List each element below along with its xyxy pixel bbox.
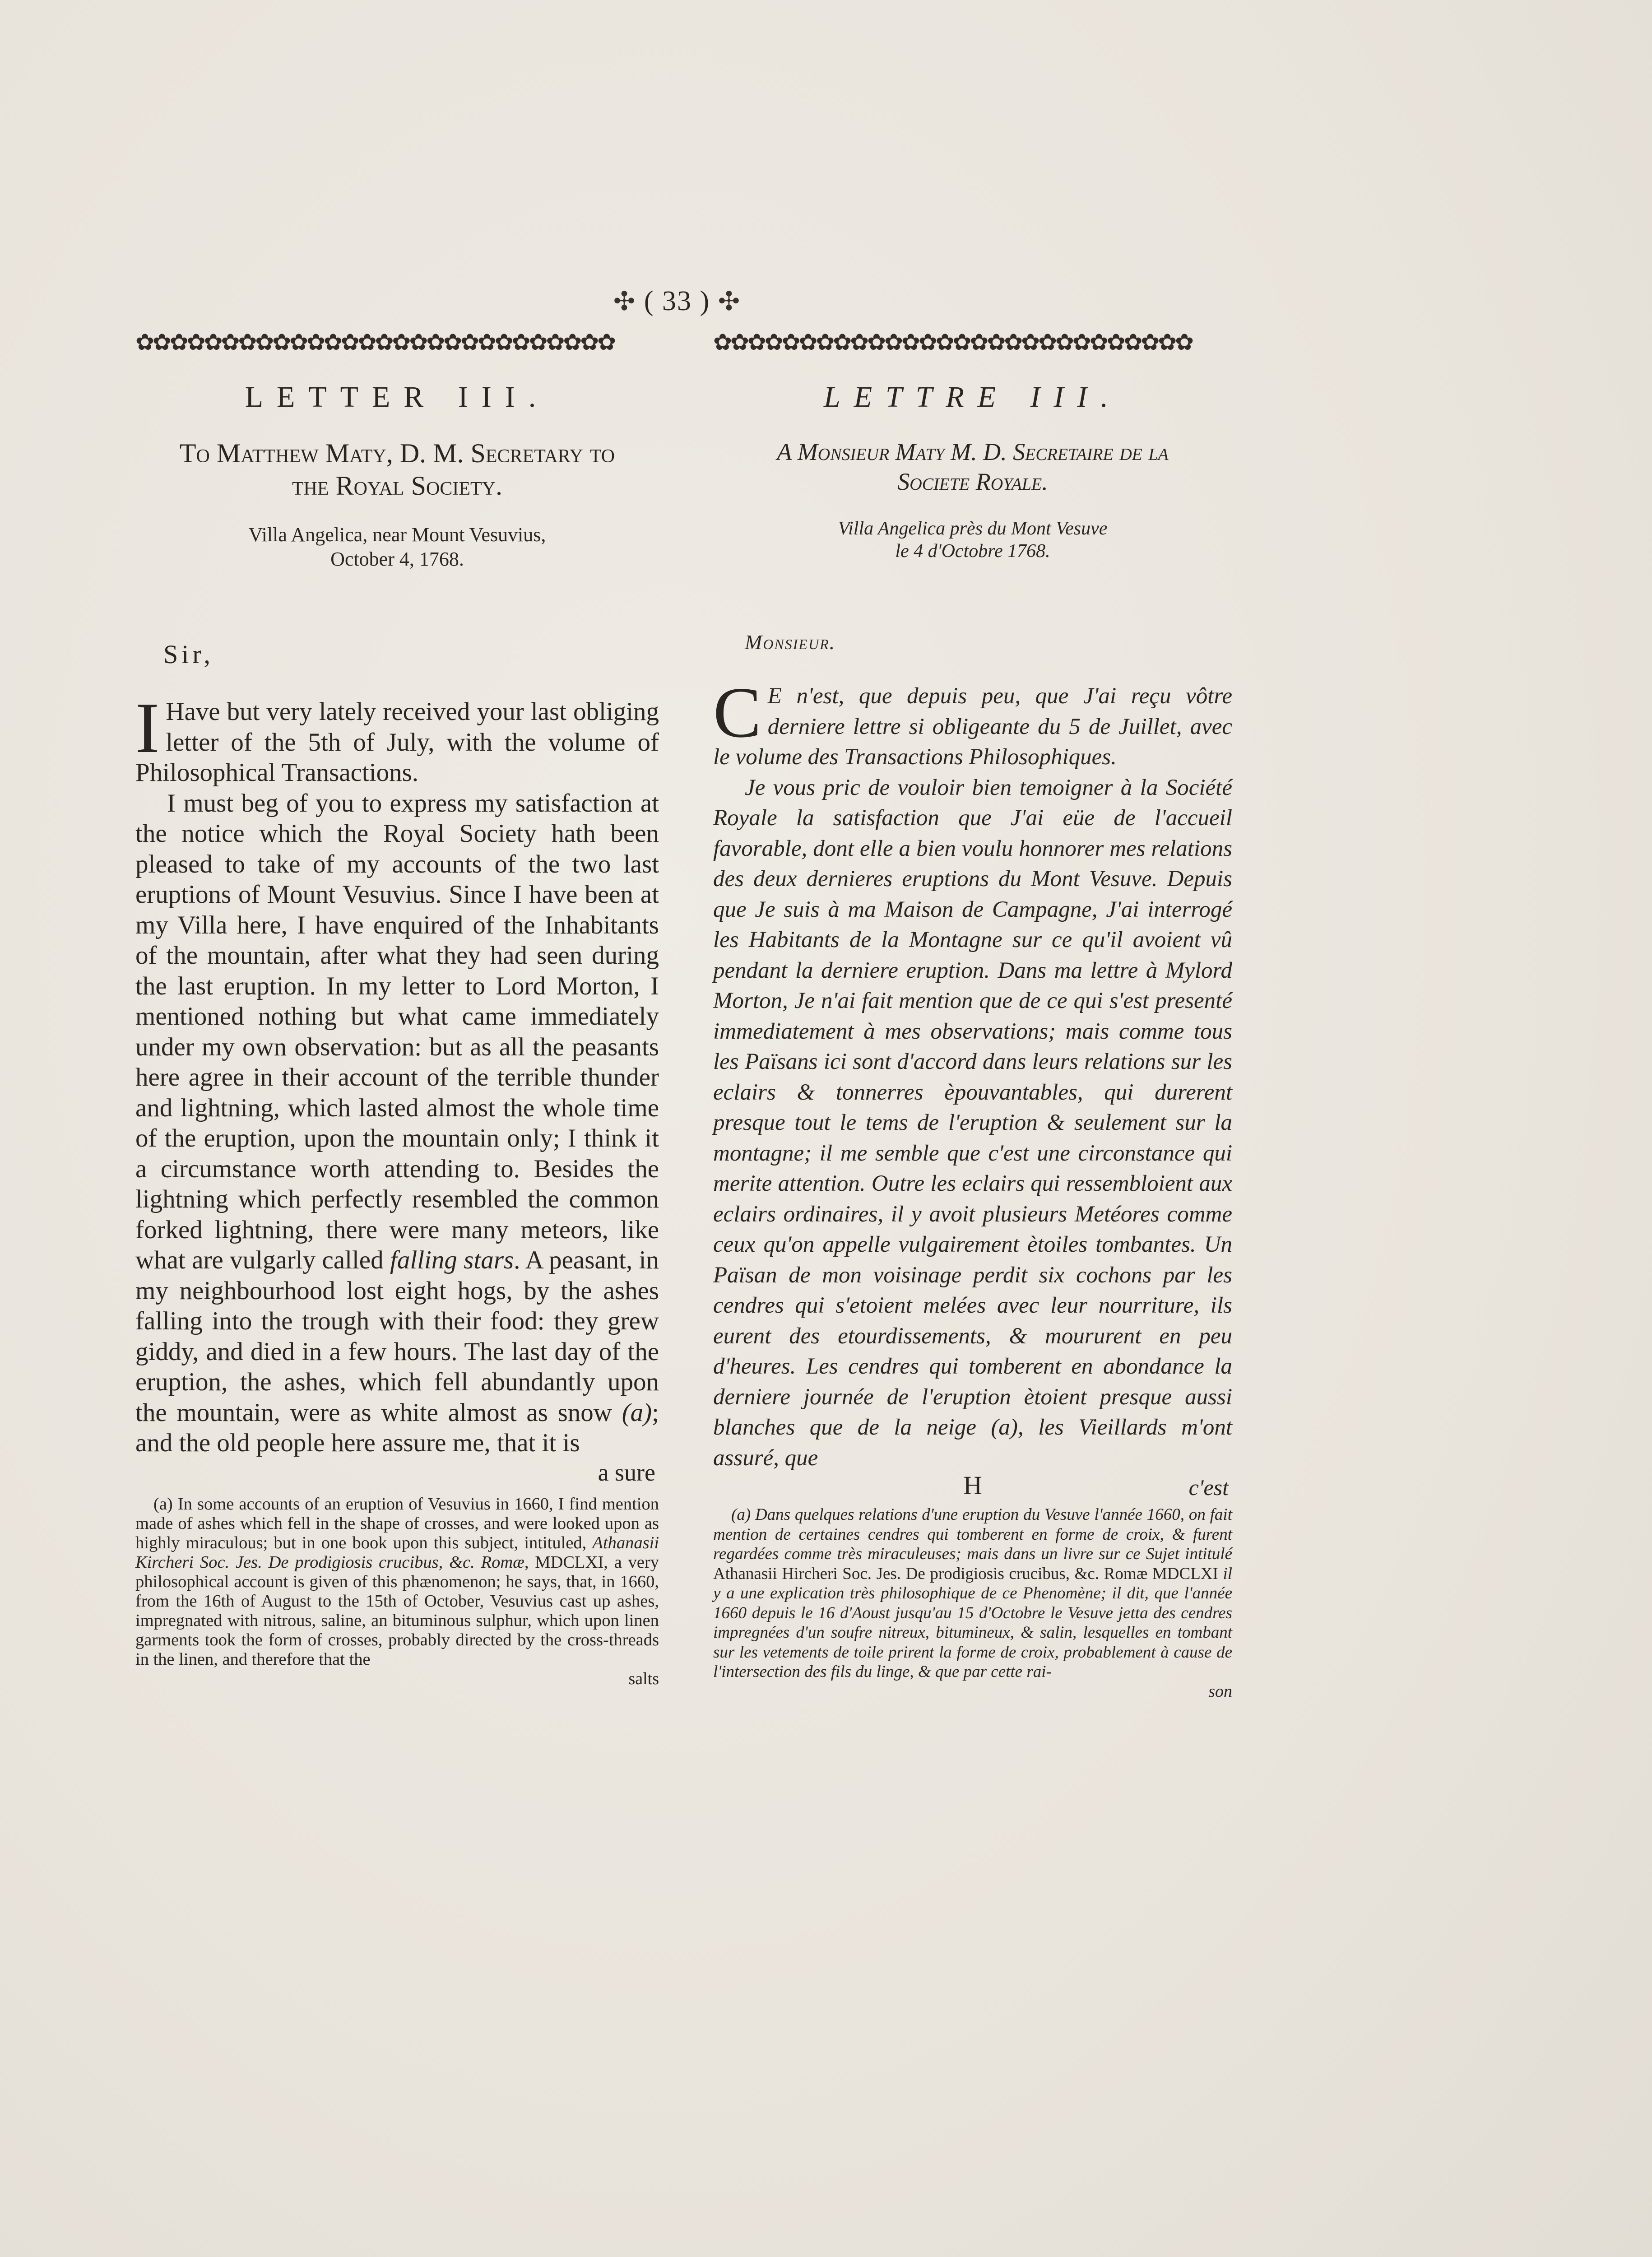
french-salutation: Monsieur. xyxy=(745,631,836,654)
english-catchword: a sure xyxy=(598,1458,655,1486)
french-body xyxy=(713,672,1232,1500)
english-paragraph-2-part-c: ; and the old people here assure me, that it is xyxy=(135,1398,659,1457)
right-ornament-icon: ✣ xyxy=(718,287,741,316)
french-column xyxy=(713,330,1232,1701)
french-address xyxy=(713,437,1232,497)
french-note-mark: (a) xyxy=(991,1415,1018,1440)
english-dateline xyxy=(135,523,659,571)
english-body xyxy=(135,687,659,1486)
french-catchword: c'est xyxy=(1188,1475,1229,1500)
english-paragraph-1-text: Have but very lately received your last obliging letter of the 5th of July, with the volume of Philosophical Transactions. xyxy=(135,697,659,787)
french-footnote-roman: Athanasii Hircheri Soc. Jes. De prodigiosis crucibus, &c. Romæ MDCLXI xyxy=(713,1564,1218,1583)
english-column xyxy=(135,330,659,1689)
english-note-mark: (a) xyxy=(622,1398,652,1427)
english-footnote-part-a: (a) In some accounts of an eruption of Vesuvius in 1660, I find mention made of ashes which fell in the shape of crosses, and were looked upon as highly miraculous; but in one book upon this subject, intituled, xyxy=(135,1494,659,1552)
french-heading: LETTRE III. xyxy=(824,381,1122,413)
english-paragraph-2-part-b: . A peasant, in my neighbourhood lost eight hogs, by the ashes falling into the trough with their food: they grew giddy, and died in a few hours. The last day of the eruption, the ashes, which fell abundantly upon the mountain, were as white almost as snow xyxy=(135,1246,659,1427)
english-dropcap: I xyxy=(135,687,160,768)
english-dateline-line2: October 4, 1768. xyxy=(330,548,464,570)
french-paragraph-1 xyxy=(713,672,1232,773)
english-salutation: Sir, xyxy=(163,640,214,669)
english-footnote xyxy=(135,1495,659,1689)
french-dateline-line1: Villa Angelica près du Mont Vesuve xyxy=(838,518,1108,539)
english-address xyxy=(135,437,659,502)
page-number-line: ✣ ( 33 ) ✣ xyxy=(613,286,741,316)
english-paragraph-2 xyxy=(135,788,659,1458)
english-footnote-italic: Athanasii Kircheri Soc. Jes. De prodigiosis crucibus, &c. Romæ xyxy=(135,1533,659,1572)
french-dateline-line2: le 4 d'Octobre 1768. xyxy=(895,541,1050,562)
french-paragraph-2-part-a: Je vous pric de vouloir bien temoigner à la Société Royale la satisfaction que J'ai eüe de l'accueil favorable, dont elle a bien voulu honnorer mes relations des deux dernieres eruptions du Mont Vesuve. Depuis que Je suis à ma Maison de Campagne, J'ai interrogé les Habitants de la Montagne sur ce qu'il avoient vû pendant la derniere eruption. Dans ma lettre à Mylord Morton, Je n'ai fait mention que de ce qui s'est presenté immediatement à mes observations; mais comme tous les Païsans ici sont d'accord dans leurs relations sur les eclairs & tonnerres èpouvantables, qui durerent presque tout le tems de l'eruption & seulement sur la montagne; il me semble que c'est une circonstance qui merite attention. Outre les eclairs qui ressembloient aux eclairs ordinaires, il y avoit plusieurs Metéores comme ceux qu'on appelle vulgairement ètoiles tombantes. Un Païsan de mon voisinage perdit six cochons par les cendres qui s'etoient melées avec leur nourriture, ils eurent des etourdissements, & moururent en peu d'heures. Les cendres qui tomberent en abondance la derniere journée de l'eruption ètoient presque aussi blanches que de la neige xyxy=(713,775,1232,1440)
english-address-line1: To Matthew Maty, D. M. Secretary to xyxy=(179,438,615,468)
french-footnote-text xyxy=(713,1505,1232,1682)
french-signature-mark: H xyxy=(963,1471,982,1500)
english-paragraph-2-part-a: I must beg of you to express my satisfaction at the notice which the Royal Society hath been pleased to take of my accounts of the two last eruptions of Mount Vesuvius. Since I have been at my Villa here, I have enquired of the Inhabitants of the mountain, after what they had seen during the last eruption. In my letter to Lord Morton, I mentioned nothing but what came immediately under my own observation: but as all the peasants here agree in their account of the terrible thunder and lightning, which lasted almost the whole time of the eruption, upon the mountain only; I think it a circumstance worth attending to. Besides the lightning which perfectly resembled the common forked lightning, there were many meteors, like what are vulgarly called xyxy=(135,789,659,1274)
french-address-line1: A Monsieur Maty M. D. Secretaire de la xyxy=(777,438,1169,465)
english-footnote-text xyxy=(135,1495,659,1669)
french-footnote-part-b: il y a une explication très philosophique de ce Phenomène; il dit, que l'année 1660 depuis le 16 d'Aoust jusqu'au 15 d'Octobre le Vesuve jetta des cendres impregnées d'un soufre nitreux, bitumineux, & salin, lesquelles en tombant sur les vetements de toile prirent la forme de croix, probablement à cause de l'intersection des fils du linge, & que par cette rai- xyxy=(713,1564,1232,1681)
french-footnote xyxy=(713,1505,1232,1701)
french-address-line2: Societe Royale. xyxy=(897,468,1048,495)
english-heading: LETTER III. xyxy=(245,381,550,413)
left-ornament-icon: ✣ xyxy=(613,287,636,316)
french-ornamental-border: ✿✿✿✿✿✿✿✿✿✿✿✿✿✿✿✿✿✿✿✿✿✿✿✿✿✿✿✿ xyxy=(713,330,1193,355)
english-italic-phrase: falling stars xyxy=(390,1246,514,1274)
english-ornamental-border: ✿✿✿✿✿✿✿✿✿✿✿✿✿✿✿✿✿✿✿✿✿✿✿✿✿✿✿✿ xyxy=(135,330,615,355)
english-paragraph-1 xyxy=(135,687,659,788)
page-number: 33 xyxy=(662,286,692,316)
french-dropcap: C xyxy=(713,672,761,752)
english-footnote-part-b: , MDCLXI, a very philosophical account is given of this phænomenon; he says, that, in 1660, from the 16th of August to the 15th of October, Vesuvius cast up ashes, impregnated with nitrous, saline, an bituminous sulphur, which upon linen garments took the form of crosses, probably directed by the cross-threads in the linen, and therefore that the xyxy=(135,1552,659,1669)
french-footnote-part-a: (a) Dans quelques relations d'une eruption du Vesuve l'année 1660, on fait mention de certaines cendres qui tomberent en forme de croix, & furent regardées comme très miraculeuses; mais dans un livre sur ce Sujet intitulé xyxy=(713,1505,1232,1563)
english-dateline-line1: Villa Angelica, near Mount Vesuvius, xyxy=(248,524,546,546)
french-paragraph-2-part-c: , les Vieillards m'ont assuré, que xyxy=(713,1415,1232,1471)
english-footnote-catchword: salts xyxy=(628,1669,659,1688)
english-address-line2: the Royal Society. xyxy=(292,471,502,501)
french-dateline xyxy=(713,517,1232,562)
french-paragraph-1-text: E n'est, que depuis peu, que J'ai reçu vôtre derniere lettre si obligeante du 5 de Juillet, avec le volume des Transactions Philosophiques. xyxy=(713,683,1232,770)
french-paragraph-2 xyxy=(713,773,1232,1474)
french-footnote-catchword: son xyxy=(1208,1681,1232,1701)
